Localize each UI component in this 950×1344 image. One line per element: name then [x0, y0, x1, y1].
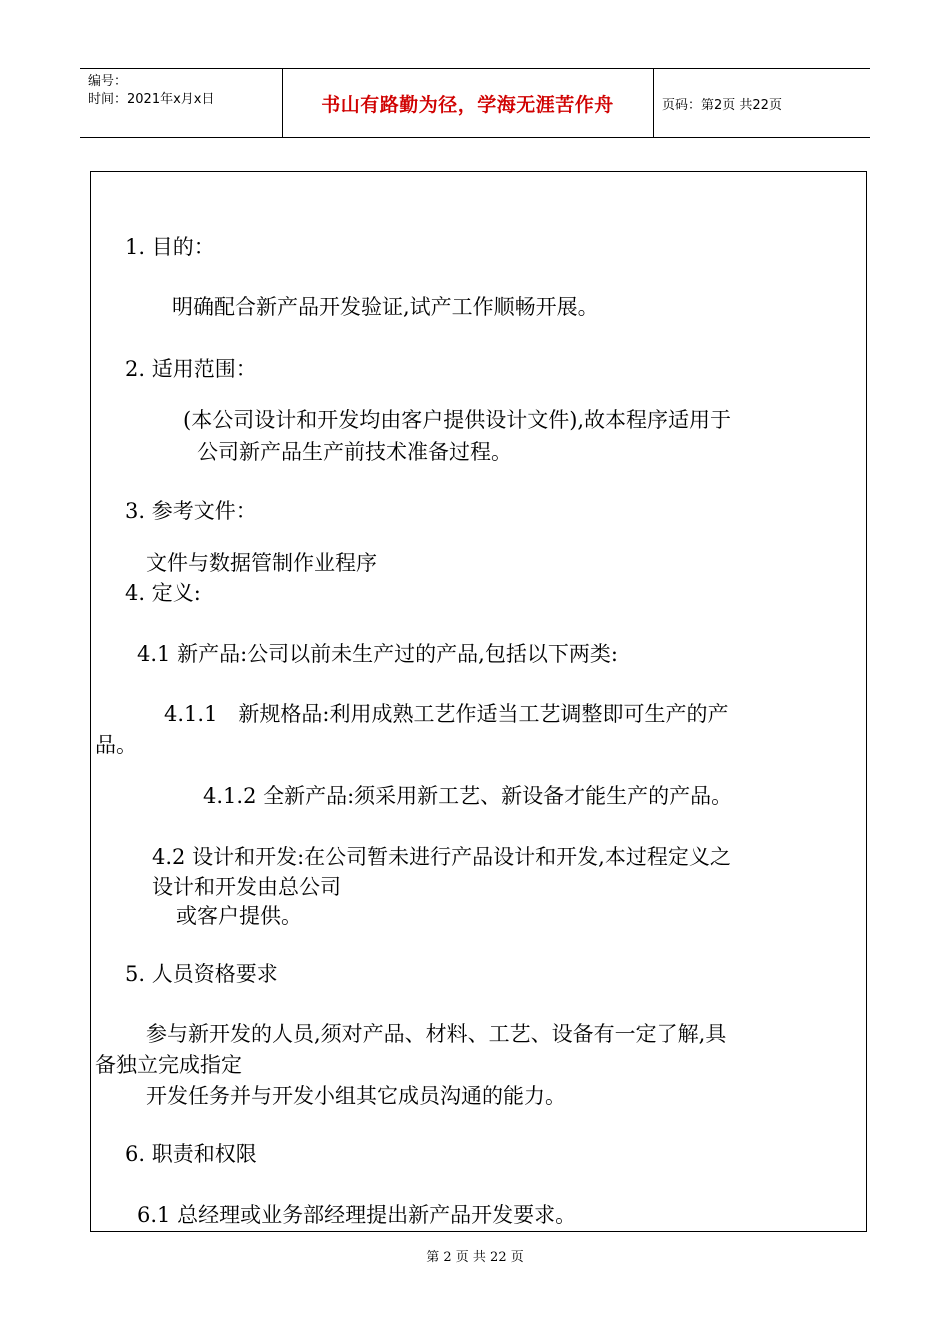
header-divider — [653, 69, 654, 137]
section-2-body-line: (本公司设计和开发均由客户提供设计文件),故本程序适用于 — [183, 408, 732, 432]
section-5-body-line: 开发任务并与开发小组其它成员沟通的能力。 — [146, 1084, 566, 1108]
section-4-1-2: 4.1.2 全新产品:须采用新工艺、新设备才能生产的产品。 — [203, 784, 733, 808]
section-4-2-line: 4.2 设计和开发:在公司暂未进行产品设计和开发,本过程定义之 — [152, 845, 731, 869]
header-page-info: 页码：第2页 共22页 — [662, 97, 782, 113]
section-2-body-line: 公司新产品生产前技术准备过程。 — [197, 440, 512, 464]
section-1-body: 明确配合新产品开发验证,试产工作顺畅开展。 — [172, 295, 599, 319]
section-4-2-line: 或客户提供。 — [176, 904, 302, 928]
section-5-body-line: 备独立完成指定 — [95, 1053, 242, 1077]
section-4-1: 4.1 新产品:公司以前未生产过的产品,包括以下两类: — [137, 642, 618, 666]
page-header — [80, 68, 870, 138]
section-6-1: 6.1 总经理或业务部经理提出新产品开发要求。 — [137, 1203, 577, 1227]
doc-date: 时间：2021年x月x日 — [88, 92, 215, 107]
section-1-title: 1. 目的： — [125, 235, 215, 259]
doc-number-label: 编号： — [88, 74, 128, 89]
section-4-title: 4. 定义: — [125, 581, 201, 605]
section-4-1-1-line: 4.1.1 新规格品:利用成熟工艺作适当工艺调整即可生产的产 — [164, 702, 729, 726]
page-footer: 第 2 页 共 22 页 — [426, 1250, 524, 1265]
section-5-body-line: 参与新开发的人员,须对产品、材料、工艺、设备有一定了解,具 — [146, 1022, 727, 1046]
header-meta — [88, 73, 214, 109]
section-5-title: 5. 人员资格要求 — [125, 962, 278, 986]
section-4-1-1-line: 品。 — [95, 733, 137, 757]
section-6-title: 6. 职责和权限 — [125, 1142, 257, 1166]
section-2-title: 2. 适用范围： — [125, 357, 257, 381]
section-4-2-line: 设计和开发由总公司 — [152, 875, 341, 899]
section-3-title: 3. 参考文件： — [125, 499, 257, 523]
section-3-body: 文件与数据管制作业程序 — [146, 551, 377, 575]
header-motto: 书山有路勤为径，学海无涯苦作舟 — [321, 93, 614, 116]
